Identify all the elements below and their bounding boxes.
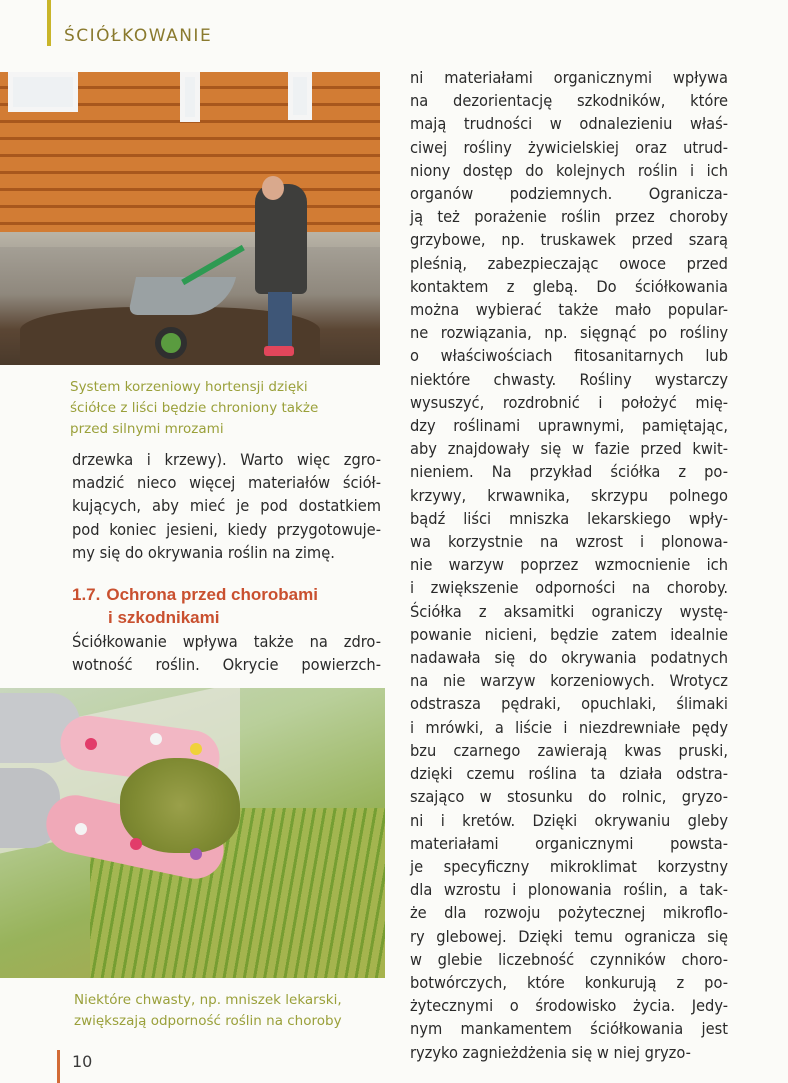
text-line: nadawała się do okrywania podatnych bbox=[410, 648, 728, 668]
text-line: żytecznymi o środowisko życia. Jedy- bbox=[410, 996, 728, 1016]
gardener-legs bbox=[268, 292, 292, 348]
text-line: ni materiałami organicznymi wpływa bbox=[410, 68, 728, 87]
caption-line: Niektóre chwasty, np. mniszek lekarski, bbox=[74, 992, 342, 1008]
text-line: Ściółkowanie wpływa także na zdro- bbox=[72, 632, 381, 651]
text-line: na nie warzyw korzeniowych. Wrotycz bbox=[410, 671, 728, 691]
text-line: powanie nicieni, będzie zatem idealnie bbox=[410, 624, 728, 644]
text-line: aby znajdowały się w fazie przed kwit- bbox=[410, 439, 728, 459]
text-line: pod koniec jesieni, kiedy przygotowuje- bbox=[72, 519, 381, 539]
body-text-left-bottom bbox=[72, 630, 381, 676]
section-heading bbox=[72, 583, 318, 629]
running-header: ŚCIÓŁKOWANIE bbox=[64, 26, 213, 46]
footer-accent-bar bbox=[57, 1050, 60, 1083]
glove-flower bbox=[75, 823, 87, 835]
text-line: drzewka i krzewy). Warto więc zgro- bbox=[72, 450, 381, 469]
text-line: grzybowe, np. truskawek przed szarą bbox=[410, 230, 728, 250]
section-title-line1: Ochrona przed chorobami bbox=[106, 585, 318, 604]
window bbox=[288, 72, 312, 120]
text-line: że dla rozwoju pożytecznej mikroflo- bbox=[410, 903, 728, 923]
glove-flower bbox=[150, 733, 162, 745]
caption-line: System korzeniowy hortensji dzięki bbox=[70, 379, 308, 395]
glove-flower bbox=[130, 838, 142, 850]
text-line: odstrasza pędraki, opuchlaki, ślimaki bbox=[410, 694, 728, 714]
photo-caption-top bbox=[70, 377, 318, 440]
wheelbarrow-wheel bbox=[155, 327, 187, 359]
text-line: wa korzystnie na wzrost i plonowa- bbox=[410, 532, 728, 552]
glove-flower bbox=[190, 743, 202, 755]
text-line: ją też porażenie roślin przez choroby bbox=[410, 207, 728, 227]
text-line: madzić nieco więcej materiałów ściół- bbox=[72, 473, 381, 493]
text-line: dzy roślinami uprawnymi, pamiętając, bbox=[410, 416, 728, 436]
text-line: je specyficzny mikroklimat korzystny bbox=[410, 856, 728, 876]
section-number: 1.7. bbox=[72, 585, 101, 604]
body-text-left-top bbox=[72, 448, 381, 564]
header-accent-bar bbox=[47, 0, 51, 46]
text-line: wotność roślin. Okrycie powierzch- bbox=[72, 655, 381, 675]
text-line: bzu czarnego zawierają kwas pruski, bbox=[410, 740, 728, 760]
text-line: Ściółka z aksamitki ograniczy wystę- bbox=[410, 601, 728, 621]
text-line: kujących, aby mieć je pod dostatkiem bbox=[72, 496, 381, 516]
gardener-head bbox=[262, 176, 284, 200]
text-line: w glebie liczebność czynników choro- bbox=[410, 949, 728, 969]
photo-wheelbarrow-mulching bbox=[0, 72, 380, 365]
text-line: pleśnią, zabezpieczając owoce przed bbox=[410, 253, 728, 273]
text-line: botwórczych, które konkurują z po- bbox=[410, 972, 728, 992]
glove-flower bbox=[85, 738, 97, 750]
text-line: ryzyko zagnieżdżenia się w niej gryzo- bbox=[410, 1042, 691, 1062]
caption-line: przed silnymi mrozami bbox=[70, 421, 224, 437]
text-line: na dezorientację szkodników, które bbox=[410, 91, 728, 111]
text-line: my się do okrywania roślin na zimę. bbox=[72, 542, 335, 562]
section-title-line2: i szkodnikami bbox=[108, 608, 220, 627]
text-line: o właściwościach fitosanitarnych lub bbox=[410, 346, 728, 366]
text-line: ry glebowej. Dzięki temu ogranicza się bbox=[410, 926, 728, 946]
text-line: i zwiększenie odporności na choroby. bbox=[410, 578, 728, 598]
photo-caption-bottom bbox=[74, 990, 342, 1032]
text-line: nym mankamentem ściółkowania jest bbox=[410, 1019, 728, 1039]
page-number: 10 bbox=[72, 1052, 93, 1071]
text-line: dzięki czemu roślina ta działa odstra- bbox=[410, 764, 728, 784]
photo-hands-with-mulch bbox=[0, 688, 385, 978]
window bbox=[8, 72, 78, 112]
window bbox=[180, 72, 200, 122]
text-line: materiałami organicznymi powsta- bbox=[410, 833, 728, 853]
text-line: ne rozwiązania, np. sięgnąć po rośliny bbox=[410, 323, 728, 343]
text-line: niektóre chwasty. Rośliny wystarczy bbox=[410, 369, 728, 389]
text-line: i mrówki, a liście i niezdrewniałe pędy bbox=[410, 717, 728, 737]
caption-line: ściółce z liści będzie chroniony także bbox=[70, 400, 319, 416]
text-line: ni i kretów. Dzięki okrywaniu gleby bbox=[410, 810, 728, 830]
text-line: organów podziemnych. Ogranicza- bbox=[410, 184, 728, 204]
text-line: ciwej rośliny żywicielskiej oraz utrud- bbox=[410, 137, 728, 157]
caption-line: zwiększają odporność roślin na choroby bbox=[74, 1013, 342, 1029]
text-line: niony dostęp do kolejnych roślin i ich bbox=[410, 160, 728, 180]
text-line: nieniem. Na przykład ściółka z po- bbox=[410, 462, 728, 482]
text-line: szająco w stosunku do rolnic, gryzo- bbox=[410, 787, 728, 807]
text-line: można wybierać także mało popular- bbox=[410, 300, 728, 320]
text-line: krzywy, krwawnika, skrzypu polnego bbox=[410, 485, 728, 505]
text-line: mają trudności w odnalezieniu właś- bbox=[410, 114, 728, 134]
text-line: nie warzyw poprzez wzmocnienie ich bbox=[410, 555, 728, 575]
text-line: wysuszyć, rozdrobnić i położyć mię- bbox=[410, 392, 728, 412]
gardener bbox=[255, 184, 307, 294]
text-line: bądź liści mniszka lekarskiego wpły- bbox=[410, 508, 728, 528]
red-boots bbox=[264, 346, 294, 356]
text-line: dla wzrostu i plonowania roślin, a tak- bbox=[410, 880, 728, 900]
glove-flower bbox=[190, 848, 202, 860]
text-line: kontaktem z glebą. Do ściółkowania bbox=[410, 276, 728, 296]
body-text-right-column bbox=[410, 66, 728, 1064]
